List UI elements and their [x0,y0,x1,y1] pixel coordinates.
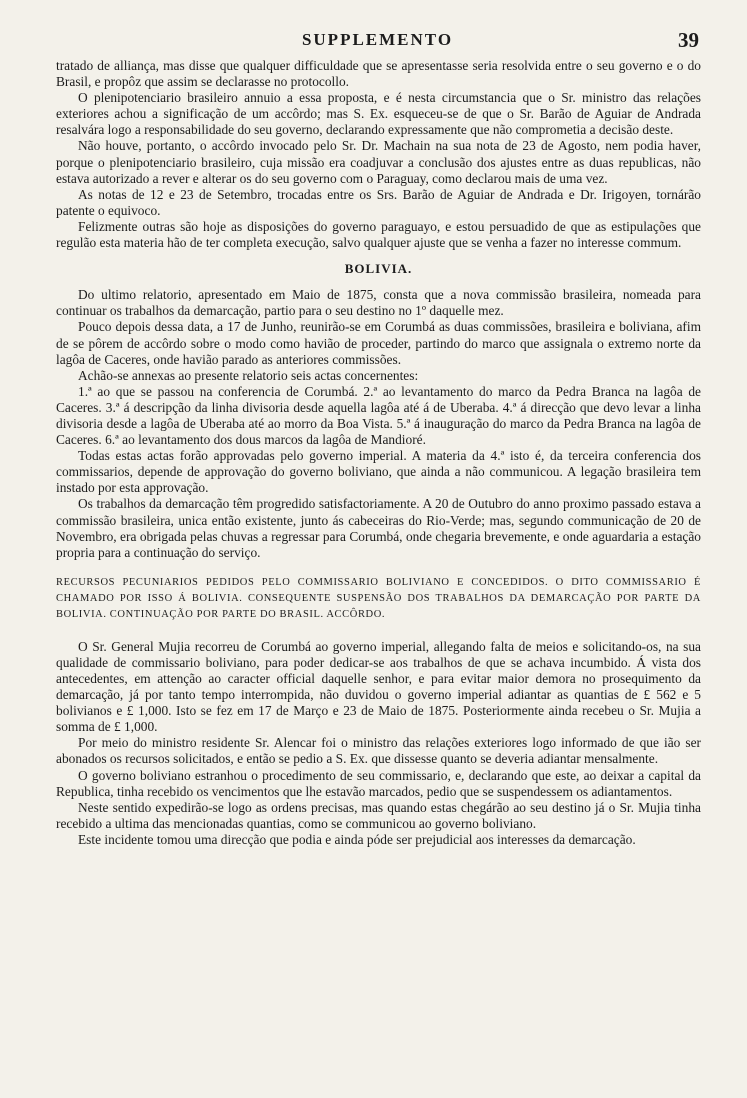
paragraph: Todas estas actas forão approvadas pelo governo imperial. A materia da 4.ª isto é, da terceira conferencia dos commissarios, depende de approvação do governo boliviano, que ainda a não communicou. A legação brasileira tem instado por esta approvação. [56,448,701,496]
paragraph: Do ultimo relatorio, apresentado em Maio de 1875, consta que a nova commissão brasileira, nomeada para continuar os trabalhos da demarcação, partio para o seu destino no 1º daquelle mez. [56,287,701,319]
paragraph: Por meio do ministro residente Sr. Alencar foi o ministro das relações exteriores logo informado de que ião ser abonados os recursos solicitados, e então se pedio a S. Ex. que dissesse quanto se deveria adiantar mensalmente. [56,735,701,767]
paragraph: tratado de alliança, mas disse que qualquer difficuldade que se apresentasse seria resolvida entre o seu governo e o do Brasil, e propôz que assim se declarasse no protocollo. [56,58,701,90]
paragraph: O plenipotenciario brasileiro annuio a essa proposta, e é nesta circumstancia que o Sr. ministro das relações exteriores achou a significação de um accôrdo; mas S. Ex. esqueceu-se de que o Sr. Barão de Aguiar de Andrada resalvára logo a responsabilidade do seu governo, declarando expressamente que não comprometia a decisão deste. [56,90,701,138]
paragraph: Os trabalhos da demarcação têm progredido satisfactoriamente. A 20 de Outubro do anno proximo passado estava a commissão brasileira, unica então existente, junto ás cabeceiras do Rio-Verde; mas, segundo communicação de 20 de Novembro, era obrigada pelas chuvas a regressar para Corumbá, onde chegaria brevemente, e onde aguardaria a estação propria para a continuação do serviço. [56,496,701,560]
running-head [56,30,699,52]
page-number: 39 [678,28,699,52]
paragraph: 1.ª ao que se passou na conferencia de Corumbá. 2.ª ao levantamento do marco da Pedra Branca na lagôa de Caceres. 3.ª á descripção da linha divisoria desde aquella lagôa até á de Uberaba. 4.ª á direcção que devo levar a linha divisoria desde a lagôa de Uberaba até ao morro da Boa Vista. 5.ª á inauguração do marco da Pedra Branca na lagôa de Caceres. 6.ª ao levantamento dos dous marcos da lagôa de Mandioré. [56,383,701,448]
running-title: SUPPLEMENTO [301,30,454,49]
paragraph: O Sr. General Mujia recorreu de Corumbá ao governo imperial, allegando falta de meios e solicitando-os, na sua qualidade de commissario boliviano, para poder dedicar-se aos trabalhos de que se achava incumbido. Á vista dos antecedentes, em attenção ao caracter official daquelle senhor, e para evitar maior demora no prosequimento da demarcação, já por tanto tempo interrompida, não duvidou o governo imperial adiantar as quantias de £ 562 e 5 bolivianos e £ 1,000. Isto se fez em 17 de Março e 23 de Maio de 1875. Posteriormente ainda recebeu o Sr. Mujia a somma de £ 1,000. [56,638,701,735]
paragraph: Achão-se annexas ao presente relatorio seis actas concernentes: [78,367,419,383]
paragraph: As notas de 12 e 23 de Setembro, trocadas entre os Srs. Barão de Aguiar de Andrada e Dr. Irigoyen, tornárão patente o equivoco. [56,186,701,218]
paragraph: Não houve, portanto, o accôrdo invocado pelo Sr. Dr. Machain na sua nota de 23 de Agosto, nem podia haver, porque o plenipotenciario brasileiro, cuja missão era coadjuvar a conclusão dos ajustes entre as duas republicas, não estava autorizado a rever e alterar os do seu governo com o Paraguay, como declarou mais de uma vez. [56,138,701,186]
section-summary: RECURSOS PECUNIARIOS PEDIDOS PELO COMMISSARIO BOLIVIANO E CONCEDIDOS. O DITO COMMISSARIO É CHAMADO POR ISSO Á BOLIVIA. CONSEQUENTE SUSPENSÃO DOS TRABALHOS DA DEMARCAÇÃO POR PARTE DA BOLIVIA. CONTINUAÇÃO POR PARTE DO BRASIL. ACCÔRDO. [56,576,701,620]
section-title: BOLIVIA. [344,261,413,277]
paragraph: Felizmente outras são hoje as disposições do governo paraguayo, e estou persuadido de que as estipulações que regulão esta materia hão de ter completa execução, salvo qualquer ajuste que se venha a fazer no interesse commum. [56,218,701,251]
paragraph: Este incidente tomou uma direcção que podia e ainda póde ser prejudicial aos interesses da demarcação. [78,831,636,847]
paragraph: Pouco depois dessa data, a 17 de Junho, reunirão-se em Corumbá as duas commissões, brasileira e boliviana, afim de se pôrem de accôrdo sobre o modo como havião de proceder, partindo do marco que assignala o extremo norte da lagôa de Caceres, onde havião parado as anteriores commissões. [56,319,701,367]
paragraph: O governo boliviano estranhou o procedimento de seu commissario, e, declarando que este, ao deixar a capital da Republica, tinha recebido os vencimentos que lhe estavão marcados, pedio que se suspendessem os adiantamentos. [56,767,701,799]
paragraph: Neste sentido expedirão-se logo as ordens precisas, mas quando estas chegárão ao seu destino já o Sr. Mujia tinha recebido a ultima das mencionadas quantias, como se communicou ao governo boliviano. [56,799,701,831]
body-text [56,58,701,848]
